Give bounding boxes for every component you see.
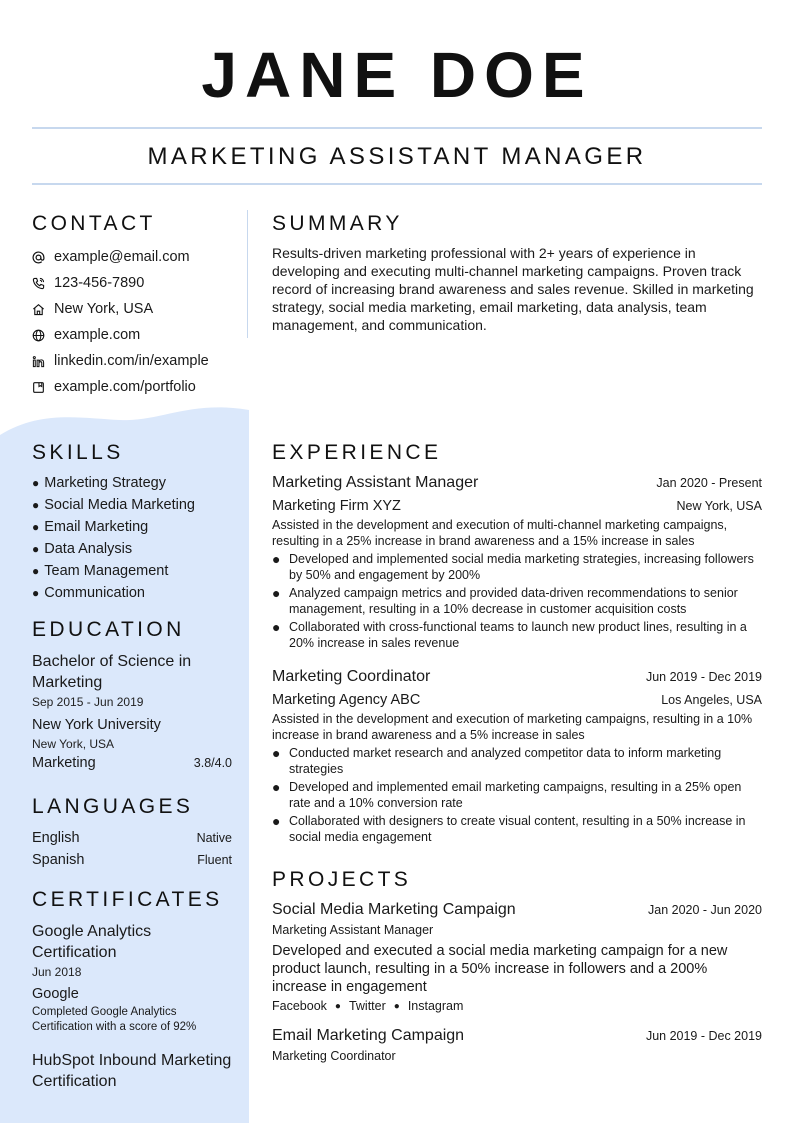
contact-email[interactable] (32, 244, 232, 270)
portfolio-icon (32, 381, 54, 394)
job-bullet: ● Collaborated with cross-functional teams to launch new product lines, resulting in a 20% increase in sales revenue (272, 620, 762, 651)
candidate-title: MARKETING ASSISTANT MANAGER (147, 143, 647, 170)
skills-heading: SKILLS (32, 441, 124, 464)
project-tag: Instagram (407, 999, 464, 1013)
home-icon (32, 303, 54, 316)
skill-item: ● Data Analysis (32, 541, 133, 557)
skills-section (32, 441, 232, 604)
job-bullet-text: Developed and implemented social media marketing strategies, increasing followers by 50% and engagement by 200% (289, 552, 754, 582)
certificate-description: Completed Google Analytics Certification with a score of 92% (32, 1006, 197, 1033)
job-company: Marketing Firm XYZ (272, 498, 401, 514)
project-role: Marketing Assistant Manager (272, 923, 434, 937)
languages-section (32, 795, 232, 871)
skill-label: Email Marketing (44, 519, 149, 535)
contact-heading: CONTACT (32, 212, 156, 235)
education-school: New York University (32, 717, 161, 733)
candidate-name: JANE DOE (201, 39, 593, 111)
job-location: New York, USA (676, 499, 762, 513)
job-header (272, 474, 762, 492)
contact-linkedin-text: linkedin.com/in/example (54, 353, 209, 369)
column-divider (247, 210, 248, 338)
contact-email-text: example@email.com (54, 249, 190, 265)
summary-section (272, 212, 762, 334)
job-bullet: ● Conducted market research and analyzed competitor data to inform marketing strategies (272, 746, 762, 777)
languages-heading: LANGUAGES (32, 795, 194, 818)
project-header (272, 901, 762, 919)
projects-heading: PROJECTS (272, 868, 412, 891)
header-divider-bottom (32, 183, 762, 185)
job-bullet: ● Developed and implemented email marketing campaigns, resulting in a 25% open rate and a 10% conversion rate (272, 780, 762, 811)
skill-item: ● Email Marketing (32, 519, 149, 535)
job-header (272, 668, 762, 686)
job-bullet: ● Analyzed campaign metrics and provided data-driven recommendations to senior management, resulting in a 10% decrease in customer acquisition costs (272, 586, 762, 617)
certificate-name: HubSpot Inbound Marketing Certification (32, 1052, 232, 1090)
language-level: Native (196, 831, 232, 845)
education-section (32, 618, 232, 771)
education-dates: Sep 2015 - Jun 2019 (32, 695, 144, 709)
contact-location-text: New York, USA (54, 301, 154, 317)
contact-list (32, 244, 232, 400)
at-icon (32, 251, 54, 264)
experience-heading: EXPERIENCE (272, 441, 442, 464)
project-header (272, 1027, 762, 1045)
language-name: English (32, 830, 80, 846)
project-dates: Jun 2019 - Dec 2019 (645, 1029, 762, 1043)
contact-location (32, 296, 232, 322)
project-entry (272, 901, 762, 1013)
job-bullets (272, 746, 762, 845)
job-role: Marketing Coordinator (272, 668, 431, 685)
skill-label: Marketing Strategy (44, 475, 166, 491)
education-gpa: 3.8/4.0 (193, 756, 232, 770)
certificates-heading: CERTIFICATES (32, 888, 223, 911)
contact-linkedin[interactable] (32, 348, 232, 374)
skill-item: ● Marketing Strategy (32, 475, 166, 491)
skill-label: Communication (44, 585, 145, 601)
project-dates: Jan 2020 - Jun 2020 (648, 903, 762, 917)
project-name: Social Media Marketing Campaign (272, 901, 516, 918)
linkedin-icon (32, 355, 54, 368)
language-list (32, 827, 232, 871)
contact-website[interactable] (32, 322, 232, 348)
education-location: New York, USA (32, 737, 115, 751)
education-degree: Bachelor of Science in Marketing (32, 653, 192, 691)
certificate-date: Jun 2018 (32, 965, 82, 979)
job-company-row (272, 692, 762, 708)
job-bullet-text: Collaborated with designers to create visual content, resulting in a 50% increase in social media engagement (289, 814, 746, 844)
project-description: Developed and executed a social media marketing campaign for a new product launch, resulting in a 50% increase in followers and a 200% increase in engagement (272, 943, 728, 995)
tag-separator: ● (334, 1000, 341, 1012)
contact-website-text: example.com (54, 327, 141, 343)
job-entry (272, 474, 762, 651)
education-heading: EDUCATION (32, 618, 185, 641)
certificate-item (32, 921, 232, 1035)
job-bullets (272, 552, 762, 651)
certificate-issuer: Google (32, 986, 79, 1002)
skill-item: ● Team Management (32, 563, 169, 579)
job-bullet-text: Conducted market research and analyzed competitor data to inform marketing strategies (289, 746, 722, 776)
projects-section (272, 868, 762, 1063)
language-item (32, 849, 232, 871)
job-entry (272, 668, 762, 845)
globe-icon (32, 329, 54, 342)
job-bullet-text: Collaborated with cross-functional teams to launch new product lines, resulting in a 20% increase in sales revenue (289, 620, 747, 650)
job-description: Assisted in the development and execution of marketing campaigns, resulting in a 10% increase in brand awareness and a 5% increase in sales (272, 712, 753, 742)
language-name: Spanish (32, 852, 85, 868)
skill-label: Team Management (44, 563, 169, 579)
job-description: Assisted in the development and execution of multi-channel marketing campaigns, resulting in a 25% increase in brand awareness and a 15% increase in sales (272, 518, 728, 548)
job-company: Marketing Agency ABC (272, 692, 421, 708)
skill-item: ● Communication (32, 585, 145, 601)
summary-heading: SUMMARY (272, 212, 403, 235)
project-tag: Facebook (272, 999, 327, 1013)
language-item (32, 827, 232, 849)
certificate-item (32, 1050, 232, 1092)
contact-section (32, 212, 232, 400)
skill-label: Social Media Marketing (44, 497, 195, 513)
certificate-name: Google Analytics Certification (32, 923, 152, 961)
tag-separator: ● (393, 1000, 400, 1012)
job-dates: Jun 2019 - Dec 2019 (645, 670, 762, 684)
phone-icon (32, 277, 54, 290)
summary-text: Results-driven marketing professional with 2+ years of experience in developing and executing multi-channel marketing campaigns. Proven track record of increasing brand awareness and sales revenue. Skilled in marketing strategy, social media marketing, email marketing, data analysis, team management, and communication. (272, 245, 754, 333)
job-company-row (272, 498, 762, 514)
contact-phone-text: 123-456-7890 (54, 275, 145, 291)
education-major-row (32, 755, 232, 771)
language-level: Fluent (197, 853, 232, 867)
job-bullet: ● Developed and implemented social media marketing strategies, increasing followers by 50% and engagement by 200% (272, 552, 762, 583)
project-entry (272, 1027, 762, 1063)
job-role: Marketing Assistant Manager (272, 474, 479, 491)
contact-portfolio-text: example.com/portfolio (54, 379, 196, 395)
skill-label: Data Analysis (44, 541, 133, 557)
project-name: Email Marketing Campaign (272, 1027, 465, 1044)
job-bullet: ● Collaborated with designers to create visual content, resulting in a 50% increase in social media engagement (272, 814, 762, 845)
skill-item: ● Social Media Marketing (32, 497, 195, 513)
contact-phone[interactable] (32, 270, 232, 296)
project-role: Marketing Coordinator (272, 1049, 396, 1063)
job-location: Los Angeles, USA (661, 693, 762, 707)
job-dates: Jan 2020 - Present (656, 476, 762, 490)
project-tags (272, 999, 762, 1013)
certificates-section (32, 888, 232, 1092)
skill-list (32, 472, 232, 604)
project-tag: Twitter (348, 999, 386, 1013)
contact-portfolio[interactable] (32, 374, 232, 400)
education-major: Marketing (32, 755, 96, 771)
job-bullet-text: Analyzed campaign metrics and provided data-driven recommendations to senior management, resulting in a 10% decrease in customer acquisition costs (289, 586, 738, 616)
header-divider-top (32, 127, 762, 129)
job-bullet-text: Developed and implemented email marketing campaigns, resulting in a 25% open rate and a 10% conversion rate (289, 780, 742, 810)
experience-section (272, 441, 762, 848)
